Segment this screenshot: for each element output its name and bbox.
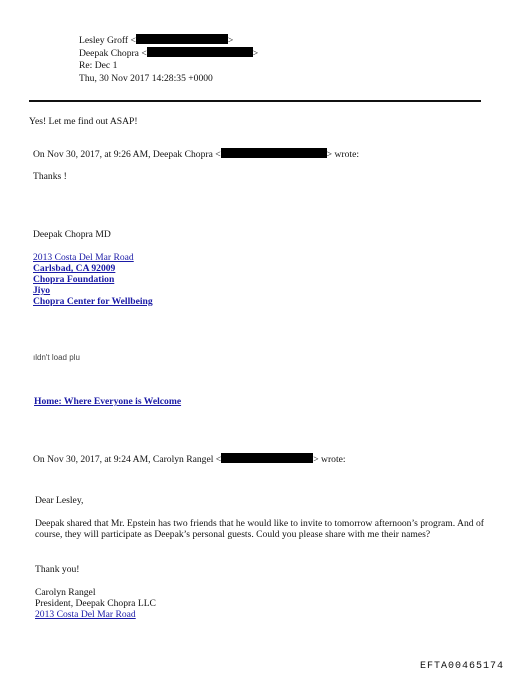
signature2-name: Carolyn Rangel [35,587,96,598]
body-paragraph: Deepak shared that Mr. Epstein has two friends that he would like to invite to tomorrow afternoon’s program. And of course, they will participate as Deepak’s personal guests. Could you please share with me their names? [35,518,484,540]
from-value [79,34,233,46]
quote2-suffix: > wrote: [313,454,346,465]
thanks-text: Thanks ! [33,171,67,182]
to-suffix: > [252,48,259,59]
quote1-attribution [33,148,359,160]
document-id: EFTA00465174 [419,661,504,672]
signature-city-link[interactable]: Carlsbad, CA 92009 [33,263,116,274]
home-link[interactable]: Home: Where Everyone is Welcome [34,396,182,407]
header-divider [29,100,481,102]
from-name: Lesley Groff < [79,35,136,46]
subject-value: Re: Dec 1 [79,60,118,71]
signature-address-link[interactable]: 2013 Costa Del Mar Road [33,252,134,263]
signature2-address-link[interactable]: 2013 Costa Del Mar Road [35,609,136,620]
signature-foundation-link[interactable]: Chopra Foundation [33,274,115,285]
redaction-bar [221,148,327,158]
signature2-title: President, Deepak Chopra LLC [35,598,156,609]
to-value [79,47,258,59]
redaction-bar [221,453,313,463]
redaction-bar [147,47,253,57]
signature-name: Deepak Chopra MD [33,229,111,240]
quote1-prefix: On Nov 30, 2017, at 9:26 AM, Deepak Chopra < [33,149,221,160]
quote2-prefix: On Nov 30, 2017, at 9:24 AM, Carolyn Rangel < [33,454,222,465]
signature-center-link[interactable]: Chopra Center for Wellbeing [33,296,153,307]
to-name: Deepak Chopra < [79,48,147,59]
broken-plugin-text: ıldn't load plu [33,353,80,362]
greeting-text: Dear Lesley, [35,495,84,506]
thank-you-text: Thank you! [35,564,80,575]
redaction-bar [136,34,228,44]
date-value: Thu, 30 Nov 2017 14:28:35 +0000 [79,73,213,84]
quote1-suffix: > wrote: [326,149,359,160]
reply-text: Yes! Let me find out ASAP! [29,116,138,127]
quote2-attribution [33,453,346,465]
signature-jiyo-link[interactable]: Jiyo [33,285,51,296]
from-suffix: > [227,35,234,46]
